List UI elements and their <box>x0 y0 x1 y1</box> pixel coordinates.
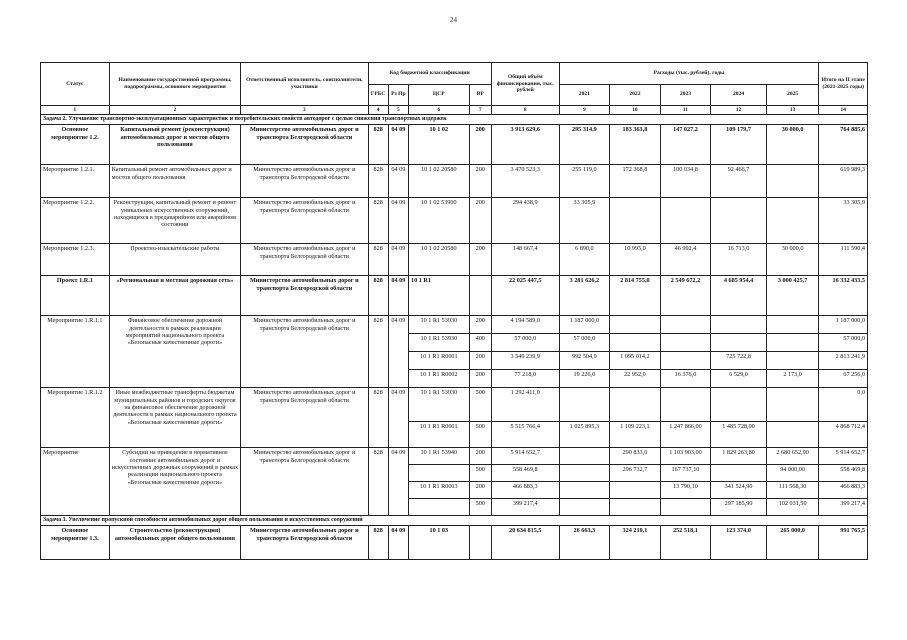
row-2025: 30 000,0 <box>766 125 819 165</box>
column-number: 8 <box>491 106 559 115</box>
row-status: Основное мероприятие 1.3. <box>41 526 110 560</box>
header-2022: 2022 <box>610 84 661 106</box>
row-total: 5 515 766,4 <box>491 422 559 448</box>
row-2021: 57 000,0 <box>559 334 610 352</box>
column-number: 5 <box>388 106 408 115</box>
row-vr: 500 <box>469 465 491 482</box>
table-row-mr13 <box>41 448 868 465</box>
row-grbs: 828 <box>368 198 388 244</box>
row-2024: 725 722,8 <box>711 352 767 370</box>
column-number: 12 <box>711 106 767 115</box>
row-2023 <box>660 198 711 244</box>
row-vr: 200 <box>469 316 491 334</box>
row-rzpr: 04 09 <box>388 276 408 316</box>
row-grbs: 828 <box>368 316 388 388</box>
row-2023: 46 992,4 <box>660 244 711 276</box>
task-2-heading: Задача 2. Улучшение транспортно-эксплуатационных характеристик и потребительских свойств автодорог с целью снижения транспортных издержек <box>41 115 868 125</box>
row-stage-total: 399 217,4 <box>819 499 868 516</box>
row-2022: 183 363,8 <box>610 125 661 165</box>
row-2024 <box>711 198 767 244</box>
row-2023: 16 376,0 <box>660 370 711 388</box>
row-stage-total: 0,0 <box>819 388 868 422</box>
row-2022 <box>610 198 661 244</box>
row-grbs: 828 <box>368 165 388 198</box>
row-2023: 1 247 866,00 <box>660 422 711 448</box>
budget-table <box>40 62 868 560</box>
row-name: Субсидии на приведение в нормативное состояние автомобильных дорог и искусственных дорожных сооружений в рамках реализации национального проекта «Безопасные качественные дороги» <box>109 448 240 516</box>
table-row-mr11 <box>41 316 868 334</box>
row-rzpr: 04 09 <box>388 198 408 244</box>
row-stage-total: 558 469,8 <box>819 465 868 482</box>
row-2022 <box>610 388 661 422</box>
row-csr: 10 1 R1 R0001 <box>408 422 469 448</box>
row-total: 3 549 239,9 <box>491 352 559 370</box>
table-row-mr12 <box>41 388 868 422</box>
row-2025 <box>766 352 819 370</box>
row-2022: 1 095 014,2 <box>610 352 661 370</box>
row-stage-total: 33 305,9 <box>819 198 868 244</box>
row-rzpr: 04 09 <box>388 165 408 198</box>
header-total-volume: Общий объём финансирования, тыс. рублей <box>491 63 559 106</box>
row-2023: 252 518,1 <box>660 526 711 560</box>
row-2022 <box>610 334 661 352</box>
row-2021 <box>559 465 610 482</box>
table-row-m121 <box>41 165 868 198</box>
row-2023 <box>660 352 711 370</box>
row-vr: 500 <box>469 388 491 422</box>
row-2021 <box>559 388 610 422</box>
row-2025 <box>766 165 819 198</box>
row-status: Мероприятие 1.2.1. <box>41 165 110 198</box>
row-total: 294 438,9 <box>491 198 559 244</box>
row-2024 <box>711 334 767 352</box>
row-csr: 10 1 R1 53930 <box>408 316 469 334</box>
row-2025: 111 568,30 <box>766 482 819 499</box>
row-csr: 10 1 R1 53930 <box>408 388 469 422</box>
row-vr: 500 <box>469 499 491 516</box>
row-vr: 200 <box>469 244 491 276</box>
row-2022: 296 732,7 <box>610 465 661 482</box>
row-grbs: 828 <box>368 125 388 165</box>
row-2023: 100 034,8 <box>660 165 711 198</box>
row-2021: 33 305,9 <box>559 198 610 244</box>
row-executor: Министерство автомобильных дорог и транспорта Белгородской области <box>241 125 368 165</box>
row-2023: 13 790,10 <box>660 482 711 499</box>
row-2025 <box>766 316 819 334</box>
row-2025 <box>766 422 819 448</box>
row-csr: 10 1 R1 R0001 <box>408 352 469 370</box>
row-2022: 172 368,8 <box>610 165 661 198</box>
row-2025: 2 680 652,90 <box>766 448 819 465</box>
row-csr: 10 1 R1 53930 <box>408 334 469 352</box>
row-2022: 324 210,1 <box>610 526 661 560</box>
row-total: 466 883,3 <box>491 482 559 499</box>
row-2024: 109 179,7 <box>711 125 767 165</box>
row-2022 <box>610 316 661 334</box>
row-executor: Министерство автомобильных дорог и транспорта Белгородской области <box>241 244 368 276</box>
header-expenses-group: Расходы (тыс. рублей), годы <box>559 63 819 85</box>
row-2025 <box>766 388 819 422</box>
header-executor: Ответственный исполнитель, соисполнители, участники <box>241 63 368 106</box>
row-2023: 1 103 903,00 <box>660 448 711 465</box>
header-grbs: ГРБС <box>368 84 388 106</box>
column-number: 13 <box>766 106 819 115</box>
row-vr <box>469 276 491 316</box>
row-vr: 200 <box>469 370 491 388</box>
row-total: 148 667,4 <box>491 244 559 276</box>
row-2022: 290 833,0 <box>610 448 661 465</box>
row-2021 <box>559 499 610 516</box>
column-number: 6 <box>408 106 469 115</box>
row-2024: 123 374,0 <box>711 526 767 560</box>
row-2024: 341 524,90 <box>711 482 767 499</box>
row-2021: 992 504,9 <box>559 352 610 370</box>
header-status: Статус <box>41 63 110 106</box>
row-name: Капитальный ремонт (реконструкция) автомобильных дорог и мостов общего пользования <box>109 125 240 165</box>
header-code-group: Код бюджетной классификации <box>368 63 491 85</box>
header-2024: 2024 <box>711 84 767 106</box>
row-status: Мероприятие 1.2.3. <box>41 244 110 276</box>
header-rzpr: Рз Пр <box>388 84 408 106</box>
row-2024: 16 713,0 <box>711 244 767 276</box>
row-rzpr: 04 09 <box>388 526 408 560</box>
row-total: 3 913 629,6 <box>491 125 559 165</box>
row-rzpr: 04 09 <box>388 448 408 516</box>
task-row <box>41 115 868 125</box>
table-row-m123 <box>41 244 868 276</box>
table-row-m122 <box>41 198 868 244</box>
column-number: 7 <box>469 106 491 115</box>
row-vr: 200 <box>469 165 491 198</box>
row-2024 <box>711 388 767 422</box>
table-row-om12 <box>41 125 868 165</box>
header-2021: 2021 <box>559 84 610 106</box>
row-executor: Министерство автомобильных дорог и транспорта Белгородской области <box>241 276 368 316</box>
row-2025: 2 173,0 <box>766 370 819 388</box>
row-2023 <box>660 334 711 352</box>
row-total: 77 218,0 <box>491 370 559 388</box>
row-csr: 10 1 02 53900 <box>408 198 469 244</box>
row-csr: 10 1 R1 53940 <box>408 448 469 465</box>
row-stage-total: 466 883,3 <box>819 482 868 499</box>
row-2021 <box>559 448 610 465</box>
header-2023: 2023 <box>660 84 711 106</box>
row-total: 20 634 815,5 <box>491 526 559 560</box>
row-2024 <box>711 316 767 334</box>
row-rzpr: 04 09 <box>388 244 408 276</box>
row-name: Реконструкция, капитальный ремонт и ремонт уникальных искусственных сооружений, находящихся в предаварийном или аварийном состоянии <box>109 198 240 244</box>
row-2023: 2 549 672,2 <box>660 276 711 316</box>
row-status: Мероприятие 1.2.2. <box>41 198 110 244</box>
row-name: Иные межбюджетные трансферты бюджетам муниципальных районов и городских округов на финансовое обеспечение дорожной деятельности в рамках национального проекта «Безопасные качественные дороги» <box>109 388 240 448</box>
row-2023 <box>660 388 711 422</box>
row-2024: 297 185,90 <box>711 499 767 516</box>
row-stage-total: 619 989,3 <box>819 165 868 198</box>
row-stage-total: 5 914 652,7 <box>819 448 868 465</box>
row-rzpr: 04 09 <box>388 388 408 448</box>
row-csr: 10 1 R1 <box>408 276 469 316</box>
row-2021: 6 890,0 <box>559 244 610 276</box>
row-2021 <box>559 482 610 499</box>
row-vr: 200 <box>469 448 491 465</box>
page-number: 24 <box>450 16 457 24</box>
table-row-om13 <box>41 526 868 560</box>
row-grbs: 828 <box>368 388 388 448</box>
row-grbs: 828 <box>368 448 388 516</box>
column-number-row <box>41 106 868 115</box>
row-2024: 6 529,0 <box>711 370 767 388</box>
row-grbs: 828 <box>368 526 388 560</box>
row-2022: 2 814 755,0 <box>610 276 661 316</box>
row-stage-total: 991 765,5 <box>819 526 868 560</box>
column-number: 1 <box>41 106 110 115</box>
row-2025 <box>766 334 819 352</box>
column-number: 3 <box>241 106 368 115</box>
row-status: Мероприятие 1.R.1.2 <box>41 388 110 448</box>
row-executor: Министерство автомобильных дорог и транспорта Белгородской области <box>241 448 368 516</box>
row-stage-total: 1 187 000,0 <box>819 316 868 334</box>
row-2021: 1 025 895,3 <box>559 422 610 448</box>
table-row-project <box>41 276 868 316</box>
row-csr: 10 1 R1 R0002 <box>408 370 469 388</box>
row-csr: 10 1 03 <box>408 526 469 560</box>
row-2021: 19 226,0 <box>559 370 610 388</box>
column-number: 14 <box>819 106 868 115</box>
row-name: Капитальный ремонт автомобильных дорог и мостов общего пользования <box>109 165 240 198</box>
row-csr: 10 1 02 20580 <box>408 165 469 198</box>
row-executor: Министерство автомобильных дорог и транспорта Белгородской области <box>241 198 368 244</box>
row-csr: 10 1 R1 R0003 <box>408 482 469 499</box>
row-2025: 94 000,00 <box>766 465 819 482</box>
row-csr: 10 1 02 20580 <box>408 244 469 276</box>
column-number: 9 <box>559 106 610 115</box>
row-total: 3 470 523,3 <box>491 165 559 198</box>
row-2024: 4 685 954,4 <box>711 276 767 316</box>
row-total: 558 469,8 <box>491 465 559 482</box>
row-stage-total: 16 332 433,5 <box>819 276 868 316</box>
row-name: Строительство (реконструкция) автомобильных дорог общего пользования <box>109 526 240 560</box>
row-2021: 255 119,0 <box>559 165 610 198</box>
row-total: 399 217,4 <box>491 499 559 516</box>
row-2022: 10 995,0 <box>610 244 661 276</box>
row-grbs: 828 <box>368 276 388 316</box>
row-2024: 92 466,7 <box>711 165 767 198</box>
row-2025: 102 031,50 <box>766 499 819 516</box>
row-name: Финансовое обеспечение дорожной деятельности в рамках реализации мероприятий национального проекта «Безопасные качественные дороги» <box>109 316 240 388</box>
row-stage-total: 67 256,0 <box>819 370 868 388</box>
column-number: 4 <box>368 106 388 115</box>
row-grbs: 828 <box>368 244 388 276</box>
row-vr: 200 <box>469 125 491 165</box>
row-csr <box>408 465 469 482</box>
row-stage-total: 764 885,6 <box>819 125 868 165</box>
header-row-1 <box>41 63 868 85</box>
row-2022: 1 109 223,1 <box>610 422 661 448</box>
row-status: Основное мероприятие 1.2. <box>41 125 110 165</box>
row-total: 22 025 447,5 <box>491 276 559 316</box>
row-2021: 295 314,9 <box>559 125 610 165</box>
row-name: Проектно-изыскательские работы <box>109 244 240 276</box>
header-2025: 2025 <box>766 84 819 106</box>
row-2025 <box>766 198 819 244</box>
row-2024: 1 485 728,00 <box>711 422 767 448</box>
row-rzpr: 04 09 <box>388 316 408 388</box>
row-2023 <box>660 316 711 334</box>
header-vr: ВР <box>469 84 491 106</box>
row-2022 <box>610 499 661 516</box>
row-csr: 10 1 02 <box>408 125 469 165</box>
column-number: 2 <box>109 106 240 115</box>
row-2022 <box>610 482 661 499</box>
row-executor: Министерство автомобильных дорог и транспорта Белгородской области <box>241 316 368 388</box>
row-vr <box>469 526 491 560</box>
row-executor: Министерство автомобильных дорог и транспорта Белгородской области <box>241 165 368 198</box>
row-2025: 3 000 425,7 <box>766 276 819 316</box>
row-2025: 265 000,0 <box>766 526 819 560</box>
row-2023: 167 737,10 <box>660 465 711 482</box>
row-stage-total: 57 000,0 <box>819 334 868 352</box>
row-vr: 500 <box>469 422 491 448</box>
row-stage-total: 2 813 241,9 <box>819 352 868 370</box>
row-vr: 200 <box>469 352 491 370</box>
row-2023: 147 027,2 <box>660 125 711 165</box>
row-stage-total: 4 868 712,4 <box>819 422 868 448</box>
row-name: «Региональная и местная дорожная сеть» <box>109 276 240 316</box>
row-2021: 26 663,3 <box>559 526 610 560</box>
row-total: 1 292 411,0 <box>491 388 559 422</box>
row-csr <box>408 499 469 516</box>
row-total: 4 194 589,0 <box>491 316 559 334</box>
row-2024: 1 829 263,80 <box>711 448 767 465</box>
row-2021: 3 281 626,2 <box>559 276 610 316</box>
task-row <box>41 516 868 526</box>
row-2024 <box>711 465 767 482</box>
column-number: 11 <box>660 106 711 115</box>
header-total-stage: Итого на II этапе (2021-2025 годы) <box>819 63 868 106</box>
column-number: 10 <box>610 106 661 115</box>
row-2022: 22 952,0 <box>610 370 661 388</box>
row-total: 5 914 652,7 <box>491 448 559 465</box>
row-status: Мероприятие <box>41 448 110 516</box>
row-total: 57 000,0 <box>491 334 559 352</box>
row-status: Проект 1.R.1 <box>41 276 110 316</box>
header-csr: ЦСР <box>408 84 469 106</box>
row-vr: 400 <box>469 334 491 352</box>
row-vr: 200 <box>469 198 491 244</box>
row-rzpr: 04 09 <box>388 125 408 165</box>
row-status: Мероприятие 1.R.1.1 <box>41 316 110 388</box>
row-2021: 1 187 000,0 <box>559 316 610 334</box>
row-executor: Министерство автомобильных дорог и транспорта Белгородской области <box>241 526 368 560</box>
row-vr: 200 <box>469 482 491 499</box>
task-3-heading: Задача 3. Увеличение пропускной способности автомобильных дорог общего пользования и искусственных сооружений <box>41 516 868 526</box>
row-stage-total: 111 590,4 <box>819 244 868 276</box>
row-2025: 30 000,0 <box>766 244 819 276</box>
header-name: Наименование государственной программы, подпрограммы, основного мероприятия <box>109 63 240 106</box>
row-2023 <box>660 499 711 516</box>
row-executor: Министерство автомобильных дорог и транспорта Белгородской области <box>241 388 368 448</box>
